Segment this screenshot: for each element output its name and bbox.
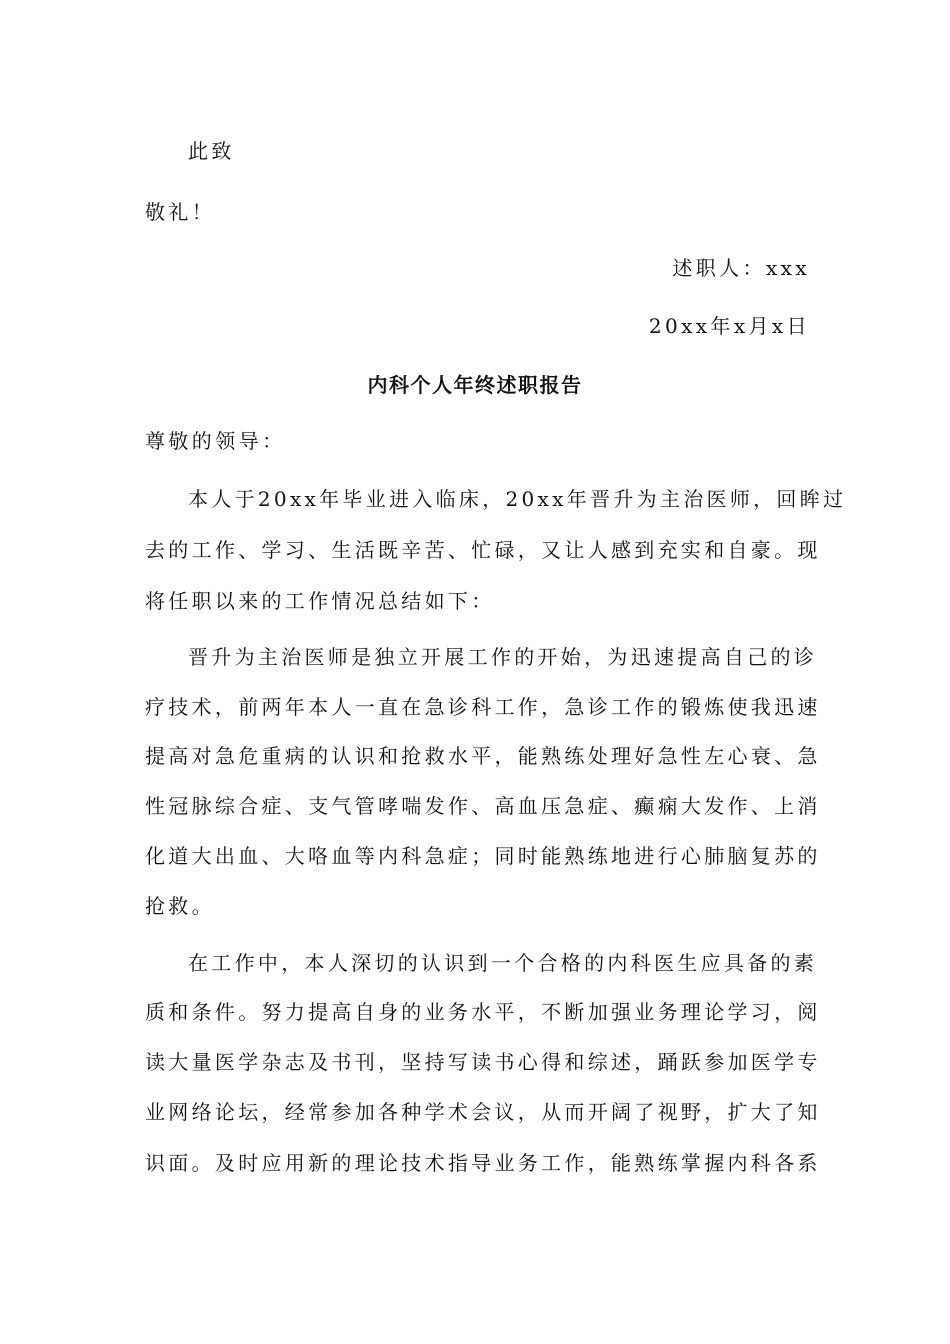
paragraph-line: 将任职以来的工作情况总结如下：: [145, 589, 495, 613]
paragraph-line: 晋升为主治医师是独立开展工作的开始，为迅速提高自己的诊: [188, 645, 818, 669]
paragraph-line: 提高对急危重病的认识和抢救水平，能熟练处理好急性左心衰、急: [145, 744, 821, 768]
date-line: 20xx年x月x日: [648, 314, 810, 338]
paragraph-line: 疗技术，前两年本人一直在急诊科工作，急诊工作的锻炼使我迅速: [145, 695, 821, 719]
report-title: 内科个人年终述职报告: [367, 373, 583, 397]
greeting: 尊敬的领导：: [145, 429, 286, 453]
paragraph-line: 在工作中，本人深切的认识到一个合格的内科医生应具备的素: [188, 951, 818, 975]
paragraph-line: 业网络论坛，经常参加各种学术会议，从而开阔了视野，扩大了知: [145, 1100, 821, 1124]
signer-line: 述职人：xxx: [672, 256, 810, 280]
paragraph-line: 识面。及时应用新的理论技术指导业务工作，能熟练掌握内科各系: [145, 1151, 821, 1175]
paragraph-line: 质和条件。努力提高自身的业务水平，不断加强业务理论学习，阅: [145, 1000, 821, 1024]
paragraph-line: 本人于20xx年毕业进入临床，20xx年晋升为主治医师，回眸过: [188, 487, 847, 511]
paragraph-line: 性冠脉综合症、支气管哮喘发作、高血压急症、癫痫大发作、上消: [145, 794, 821, 818]
paragraph-line: 去的工作、学习、生活既辛苦、忙碌，又让人感到充实和自豪。现: [145, 538, 821, 562]
salutation-ci-zhi: 此致: [188, 139, 235, 163]
salutation-jing-li: 敬礼！: [145, 200, 216, 224]
paragraph-line: 读大量医学杂志及书刊，坚持写读书心得和综述，踊跃参加医学专: [145, 1050, 821, 1074]
paragraph-line: 化道大出血、大咯血等内科急症；同时能熟练地进行心肺脑复苏的: [145, 844, 821, 868]
paragraph-line: 抢救。: [145, 894, 215, 918]
